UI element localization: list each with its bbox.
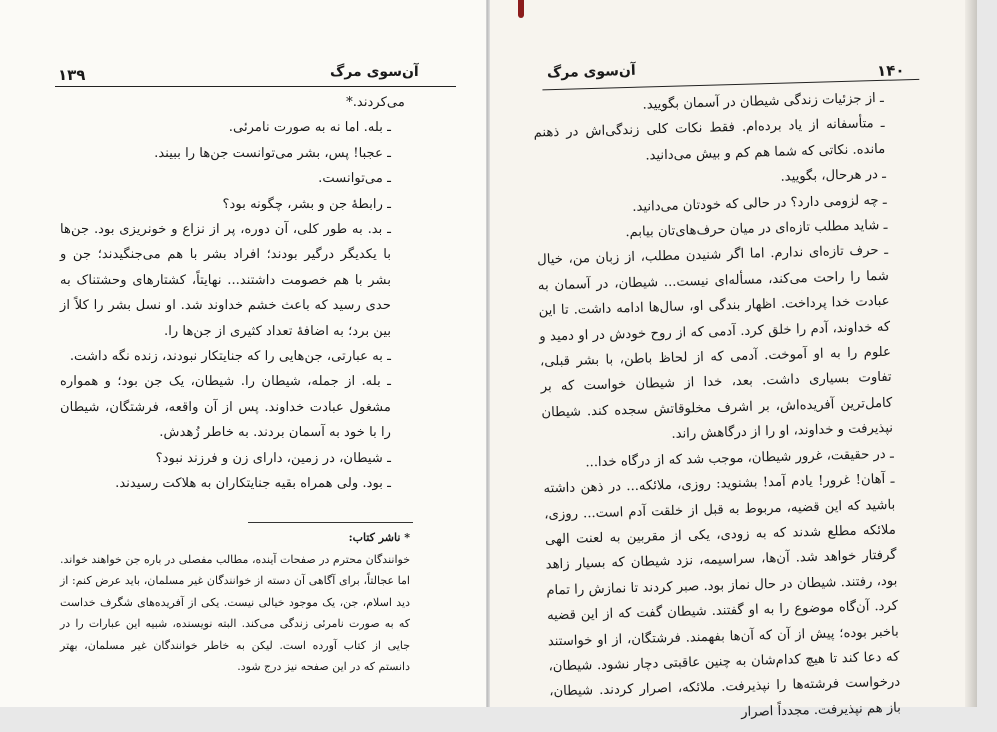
paragraph: ـ شیطان، در زمین، دارای زن و فرزند نبود؟ bbox=[155, 450, 391, 466]
paragraph: ـ رابطهٔ جن و بشر، چگونه بود؟ bbox=[222, 196, 391, 212]
footnote-text: خوانندگان محترم در صفحات آینده، مطالب مفصلی در باره جن خواهند خواند. اما عجالتاً، برای آگاهی آن دسته از خوانندگان غیر مسلمان، باید عرض کنم: از دید اسلام، جن، یک موجود خیالی نیست. یکی از آفریده‌های شگرف خداست که به صورت نامرئی زندگی می‌کند. البته نویسنده، شبیه این عبارات را در جایی از کتاب آورده است. لیکن به خاطر خوانندگان غیر مسلمان، بهتر دانستم که در این صفحه نیز درج شود. bbox=[60, 552, 410, 673]
footnote-heading: * ناشر کتاب: bbox=[348, 531, 410, 544]
body-text bbox=[533, 85, 916, 730]
page-number: ۱۴۰ bbox=[876, 61, 905, 81]
page-number: ۱۳۹ bbox=[58, 66, 86, 84]
paragraph: ـ بله. اما نه به صورت نامرئی. bbox=[228, 120, 391, 136]
paragraph: ـ در هرحال، بگویید. bbox=[780, 167, 887, 185]
header-rule bbox=[55, 86, 456, 87]
paragraph: ـ عجبا! پس، بشر می‌توانست جن‌ها را ببیند. bbox=[154, 145, 391, 161]
running-title: آن‌سوی مرگ bbox=[330, 64, 419, 80]
right-page bbox=[490, 0, 977, 720]
paragraph: ـ حرف تازه‌ای ندارم. اما اگر شنیدن مطلب، از زبان من، خیال شما را راحت می‌کند، مسأله‌ای نیست... شیطان، در آسمان به عبادت خدا پرداخت. اظهار بندگی او، سال‌ها ادامه داشت. تا این که خداوند، آدم را خلق کرد. آدمی که از روح خودش در او دمید و علوم را به او آموخت. آدمی که از لحاظ باطن، با بشر قبلی، تفاوت بسیاری داشت. بعد، خدا از شیطان خواست که بر کامل‌ترین آفریده‌اش، بر اشرف مخلوقاتش سجده کند. شیطان نپذیرفت و خداوند، او را از درگاهش راند. bbox=[536, 243, 894, 443]
paragraph: ـ متأسفانه از یاد برده‌ام. فقط نکات کلی زندگی‌اش در ذهنم مانده. نکاتی که شما هم کم و بیش می‌دانید. bbox=[533, 116, 886, 164]
body-text bbox=[60, 90, 405, 497]
paragraph: ـ در حقیقت، غرور شیطان، موجب شد که از درگاه خدا... bbox=[585, 446, 894, 471]
paragraph: ـ بله. از جمله، شیطان را. شیطان، یک جن بود؛ و همواره مشغول عبادت خداوند. پس از آن واقعه، فرشتگان، شیطان را با خود به آسمان بردند. به خاطر زُهدش. bbox=[60, 374, 391, 441]
paragraph: ـ چه لزومی دارد؟ در حالی که خودتان می‌دانید. bbox=[632, 192, 887, 215]
paragraph: ـ آهان! غرور! یادم آمد! بشنوید: روزی، ملائکه... در ذهن داشته باشید که این قضیه، مربوط به قبل از خلقت آدم است... روزی، ملائکه مطلع شدند که به زودی، یکی از مقربین به لعنت الهی گرفتار خواهد شد. آن‌ها، سراسیمه، نزد شیطان که بسیار زاهد بود، رفتند. شیطان در حال نماز بود. صبر کردند تا نمازش را تمام کرد. آن‌گاه موضوع را به او گفتند. شیطان گفت که از این قضیه باخبر بوده؛ پیش از آن که آن‌ها بفهمند. فرشتگان، از او خواستند که دعا کند تا هیچ کدام‌شان به چنین عاقبتی دچار نشود. شیطان، درخواست فرشته‌ها را نپذیرفت. ملائکه، اصرار کردند. شیطان، باز هم نپذیرفت. مجدداً اصرار bbox=[543, 471, 902, 720]
footnote-rule bbox=[248, 522, 413, 523]
paragraph: ـ به عبارتی، جن‌هایی را که جنایتکار نبودند، زنده نگه داشت. bbox=[69, 349, 391, 365]
paragraph: می‌کردند.* bbox=[346, 95, 405, 110]
paragraph: ـ می‌توانست. bbox=[318, 171, 391, 187]
paragraph: ـ بود. ولی همراه بقیه جنایتکاران به هلاکت رسیدند. bbox=[115, 476, 391, 492]
paragraph: ـ شاید مطلب تازه‌ای در میان حرف‌های‌تان بیابم. bbox=[625, 217, 888, 241]
paragraph: ـ از جزئیات زندگی شیطان در آسمان بگویید. bbox=[642, 90, 885, 113]
running-title: آن‌سوی مرگ bbox=[546, 62, 636, 82]
bookmark-ribbon bbox=[518, 0, 524, 18]
footnote bbox=[60, 527, 410, 678]
left-page bbox=[0, 0, 487, 707]
paragraph: ـ بد. به طور کلی، آن دوره، پر از نزاع و خونریزی بود. جن‌ها با یکدیگر درگیر بودند؛ افراد بشر با هم می‌جنگیدند؛ جن و بشر با هم خصومت داشتند... نهایتاً، کشتارهای وحشتناک به حدی رسید که باعث خشم خداوند شد. او نسل بشر را کلاً از بین برد؛ به اضافهٔ تعداد کثیری از جن‌ها را. bbox=[60, 222, 391, 339]
